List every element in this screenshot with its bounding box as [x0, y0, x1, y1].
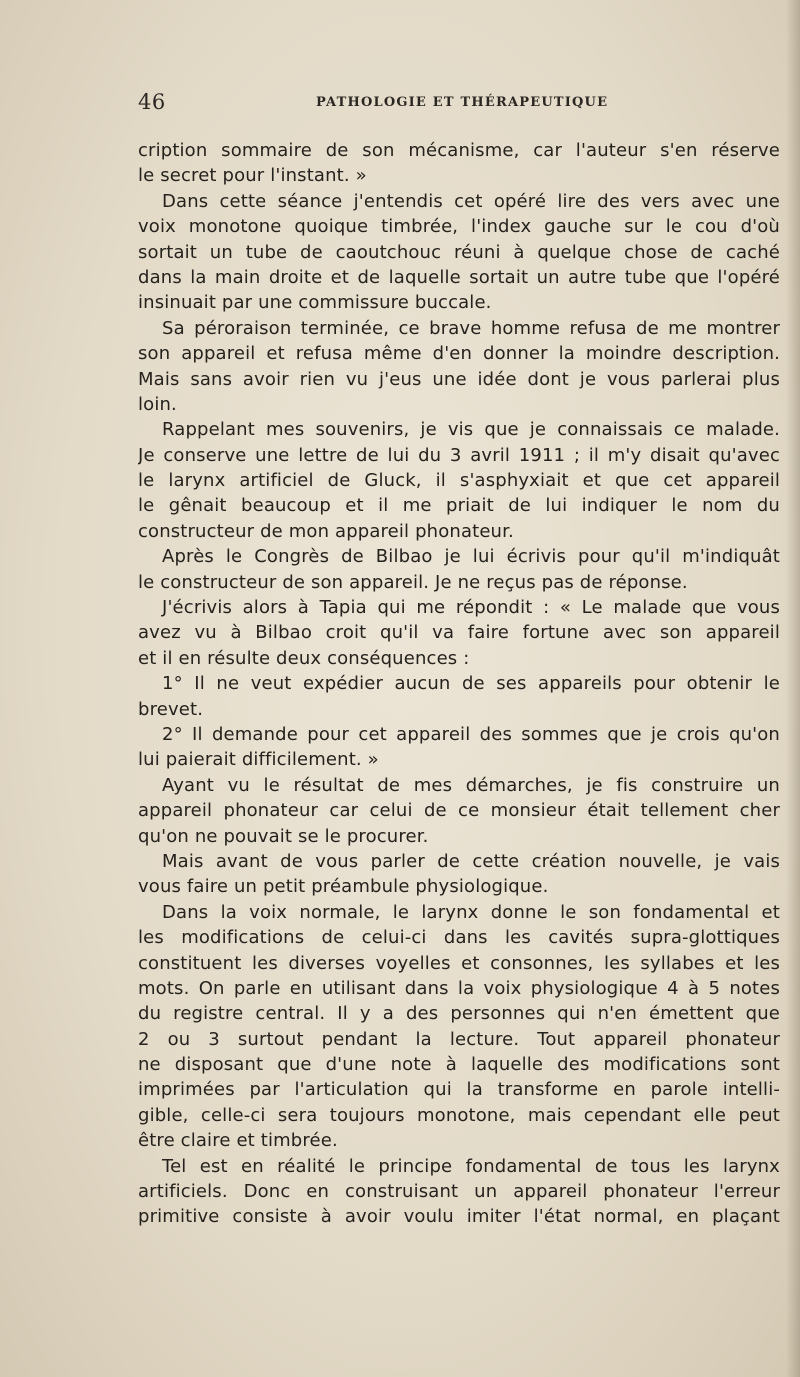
text-line: et il en résulte deux conséquences :	[138, 647, 470, 669]
text-line: constituent les diverses voyelles et consonnes, les syllabes et les	[138, 952, 780, 974]
text-line: le secret pour l'instant. »	[138, 165, 367, 187]
text-line: gible, celle-ci sera toujours monotone, mais cependant elle peut	[138, 1104, 780, 1126]
text-line: voix monotone quoique timbrée, l'index gauche sur le cou d'où	[138, 216, 780, 238]
text-line: primitive consiste à avoir voulu imiter l'état normal, en plaçant	[138, 1206, 780, 1228]
text-line: le larynx artificiel de Gluck, il s'asphyxiait et que cet appareil	[138, 470, 780, 492]
text-line: son appareil et refusa même d'en donner la moindre description.	[138, 343, 780, 365]
text-line: dans la main droite et de laquelle sortait un autre tube que l'opéré	[138, 266, 780, 288]
running-title: PATHOLOGIE ET THÉRAPEUTIQUE	[316, 95, 609, 110]
text-line: mots. On parle en utilisant dans la voix physiologique 4 à 5 notes	[138, 977, 780, 999]
text-line: avez vu à Bilbao croit qu'il va faire fortune avec son appareil	[138, 622, 780, 644]
page-header	[138, 90, 778, 120]
text-line: Mais avant de vous parler de cette création nouvelle, je vais	[162, 850, 780, 872]
text-line: le gênait beaucoup et il me priait de lui indiquer le nom du	[138, 495, 780, 517]
text-line: insinuait par une commissure buccale.	[138, 292, 492, 314]
page-edge-shadow	[786, 0, 800, 1377]
body-text	[138, 138, 780, 1230]
text-line: J'écrivis alors à Tapia qui me répondit : « Le malade que vous	[162, 597, 780, 619]
text-line: Dans la voix normale, le larynx donne le son fondamental et	[162, 901, 780, 923]
text-line: Dans cette séance j'entendis cet opéré lire des vers avec une	[162, 190, 780, 212]
text-line: du registre central. Il y a des personnes qui n'en émettent que	[138, 1003, 780, 1025]
text-line: lui paierait difficilement. »	[138, 749, 379, 771]
text-line: 2° Il demande pour cet appareil des sommes que je crois qu'on	[162, 723, 780, 745]
text-line: constructeur de mon appareil phonateur.	[138, 520, 514, 542]
text-line: imprimées par l'articulation qui la transforme en parole intelli-	[138, 1079, 780, 1101]
page-number: 46	[138, 90, 166, 114]
text-line: 2 ou 3 surtout pendant la lecture. Tout appareil phonateur	[138, 1028, 780, 1050]
text-line: brevet.	[138, 698, 204, 720]
text-line: Sa péroraison terminée, ce brave homme refusa de me montrer	[162, 317, 780, 339]
text-line: Tel est en réalité le principe fondamental de tous les larynx	[162, 1155, 780, 1177]
text-line: sortait un tube de caoutchouc réuni à quelque chose de caché	[138, 241, 780, 263]
text-line: Après le Congrès de Bilbao je lui écrivis pour qu'il m'indiquât	[162, 546, 780, 568]
text-line: être claire et timbrée.	[138, 1130, 338, 1152]
text-line: artificiels. Donc en construisant un appareil phonateur l'erreur	[138, 1181, 780, 1203]
text-line: 1° Il ne veut expédier aucun de ses appareils pour obtenir le	[162, 673, 780, 695]
text-line: cription sommaire de son mécanisme, car l'auteur s'en réserve	[138, 140, 780, 161]
text-line: appareil phonateur car celui de ce monsieur était tellement cher	[138, 800, 780, 822]
text-line: loin.	[138, 393, 177, 415]
text-line: vous faire un petit préambule physiologique.	[138, 876, 549, 898]
text-line: Rappelant mes souvenirs, je vis que je connaissais ce malade.	[162, 419, 780, 441]
text-line: Ayant vu le résultat de mes démarches, je fis construire un	[162, 774, 780, 796]
text-line: qu'on ne pouvait se le procurer.	[138, 825, 429, 847]
text-line: Je conserve une lettre de lui du 3 avril 1911 ; il m'y disait qu'avec	[138, 444, 780, 466]
text-line: le constructeur de son appareil. Je ne reçus pas de réponse.	[138, 571, 688, 593]
text-line: les modifications de celui-ci dans les cavités supra-glottiques	[138, 927, 780, 949]
text-line: Mais sans avoir rien vu j'eus une idée dont je vous parlerai plus	[138, 368, 780, 390]
text-line: ne disposant que d'une note à laquelle des modifications sont	[138, 1054, 780, 1076]
